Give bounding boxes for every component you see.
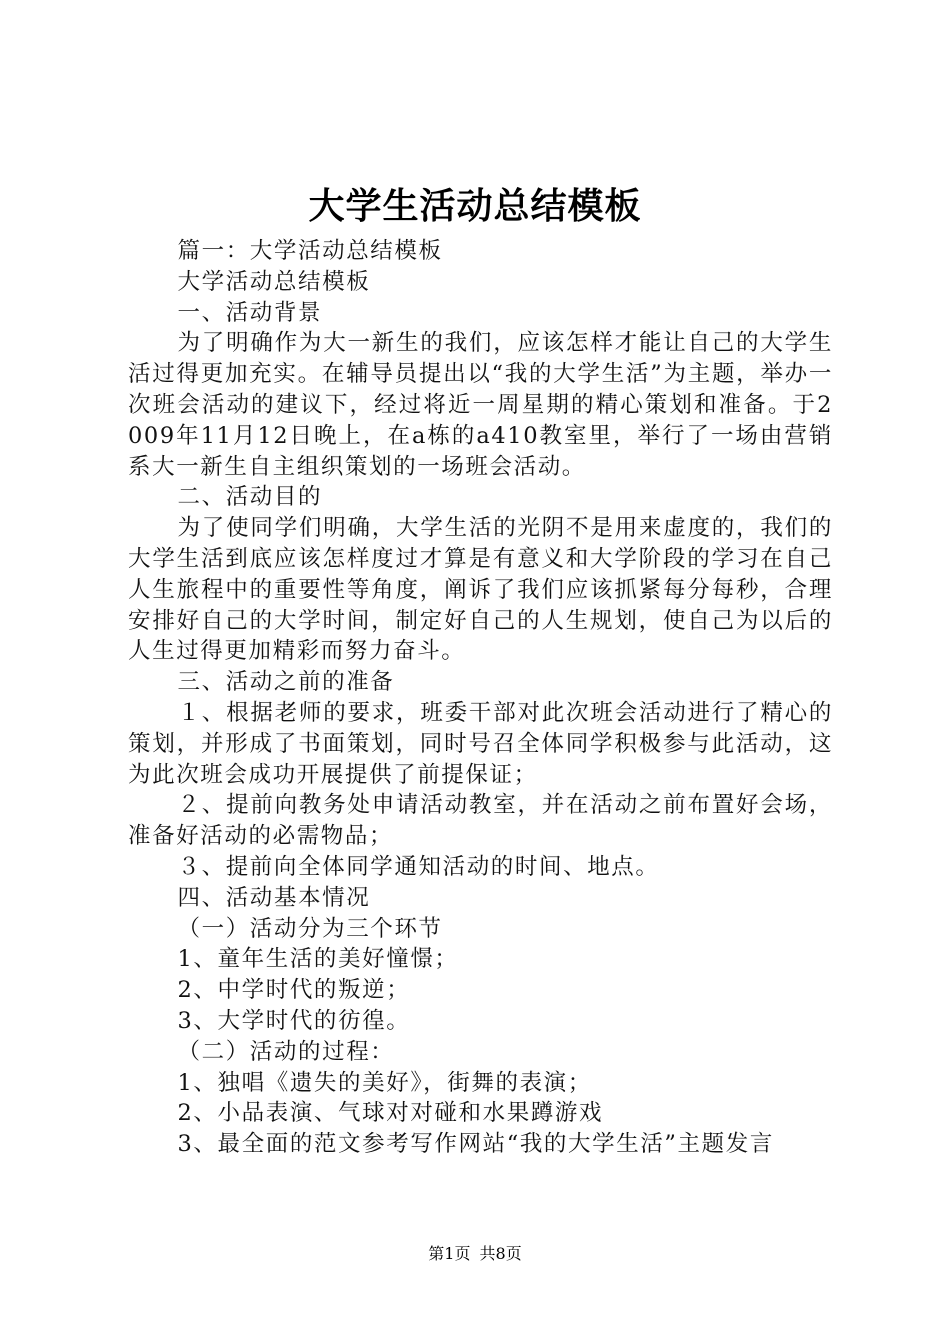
subsection-heading: （一）活动分为三个环节 — [177, 915, 443, 942]
section-heading: 二、活动目的 — [177, 484, 323, 511]
subsection-heading: （二）活动的过程： — [177, 1038, 395, 1065]
section-heading: 三、活动之前的准备 — [177, 669, 395, 696]
paragraph: 篇一：大学活动总结模板 — [177, 238, 443, 264]
list-item: １、根据老师的要求，班委干部对此次班会活动进行了精心的策划，并形成了书面策划，同时号召全体同学积极参与此活动，这为此次班会成功开展提供了前提保证； — [128, 699, 833, 788]
page-number: 第1页 — [428, 1244, 471, 1263]
list-item: 3、最全面的范文参考写作网站“我的大学生活”主题发言 — [177, 1131, 774, 1158]
document-body — [128, 236, 833, 1160]
list-item: ３、提前向全体同学通知活动的时间、地点。 — [177, 853, 660, 880]
paragraph: 为了明确作为大一新生的我们，应该怎样才能让自己的大学生活过得更加充实。在辅导员提出以“我的大学生活”为主题，举办一次班会活动的建议下，经过将近一周星期的精心策划和准备。于2009年11月12日晚上，在a栋的a410教室里，举行了一场由营销系大一新生自主组织策划的一场班会活动。 — [128, 330, 833, 480]
paragraph: 大学活动总结模板 — [177, 268, 371, 295]
paragraph: 为了使同学们明确，大学生活的光阴不是用来虚度的，我们的大学生活到底应该怎样度过才算是有意义和大学阶段的学习在自己人生旅程中的重要性等角度，阐诉了我们应该抓紧每分每秒，合理安排好自己的大学时间，制定好自己的人生规划，使自己为以后的人生过得更加精彩而努力奋斗。 — [128, 515, 833, 665]
page-footer — [0, 1242, 950, 1266]
list-item: 1、童年生活的美好憧憬； — [177, 946, 459, 973]
list-item: 1、独唱《遗失的美好》，街舞的表演； — [177, 1069, 592, 1096]
list-item: 2、中学时代的叛逆； — [177, 977, 411, 1004]
document-title: 大学生活动总结模板 — [308, 186, 642, 227]
list-item: 3、大学时代的彷徨。 — [177, 1007, 411, 1034]
page-total: 共8页 — [479, 1244, 522, 1263]
section-heading: 四、活动基本情况 — [177, 884, 371, 911]
section-heading: 一、活动背景 — [177, 299, 323, 326]
list-item: 2、小品表演、气球对对碰和水果蹲游戏 — [177, 1100, 604, 1127]
list-item: ２、提前向教务处申请活动教室，并在活动之前布置好会场，准备好活动的必需物品； — [128, 792, 833, 850]
